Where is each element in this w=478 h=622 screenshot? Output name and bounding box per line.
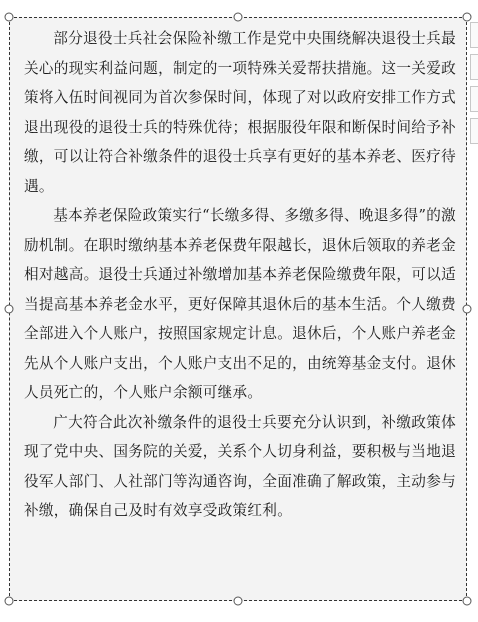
panel-edge-tab (470, 54, 478, 80)
resize-handle-top-right[interactable] (463, 13, 472, 22)
adjacent-panel-edge (470, 22, 478, 162)
text-box-content[interactable] (24, 24, 456, 526)
panel-edge-tab (470, 118, 478, 144)
resize-handle-middle-left[interactable] (5, 305, 14, 314)
resize-handle-middle-right[interactable] (463, 305, 472, 314)
selected-text-box[interactable] (9, 17, 467, 601)
paragraph-2: 基本养老保险政策实行“长缴多得、多缴多得、晚退多得”的激励机制。在职时缴纳基本养老保费年限越长，退休后领取的养老金相对越高。退役士兵通过补缴增加基本养老保险缴费年限，可以适当提高基本养老金水平，更好保障其退休后的基本生活。个人缴费全部进入个人账户，按照国家规定计息。退休后，个人账户养老金先从个人账户支出，个人账户支出不足的，由统筹基金支付。退休人员死亡的，个人账户余额可继承。 (24, 207, 456, 401)
resize-handle-bottom-right[interactable] (463, 597, 472, 606)
paragraph-3: 广大符合此次补缴条件的退役士兵要充分认识到，补缴政策体现了党中央、国务院的关爱，关系个人切身利益，要积极与当地退役军人部门、人社部门等沟通咨询，全面准确了解政策，主动参与补缴，确保自己及时有效享受政策红利。 (24, 413, 456, 519)
resize-handle-top-left[interactable] (5, 13, 14, 22)
paragraph-1: 部分退役士兵社会保险补缴工作是党中央围绕解决退役士兵最关心的现实利益问题，制定的一项特殊关爱帮扶措施。这一关爱政策将入伍时间视同为首次参保时间，体现了对以政府安排工作方式退出现役的退役士兵的特殊优待；根据服役年限和断保时间给予补缴，可以让符合补缴条件的退役士兵享有更好的基本养老、医疗待遇。 (24, 30, 456, 195)
panel-edge-tab (470, 22, 478, 48)
resize-handle-bottom-center[interactable] (234, 597, 243, 606)
resize-handle-bottom-left[interactable] (5, 597, 14, 606)
panel-edge-tab (470, 86, 478, 112)
resize-handle-top-center[interactable] (234, 13, 243, 22)
